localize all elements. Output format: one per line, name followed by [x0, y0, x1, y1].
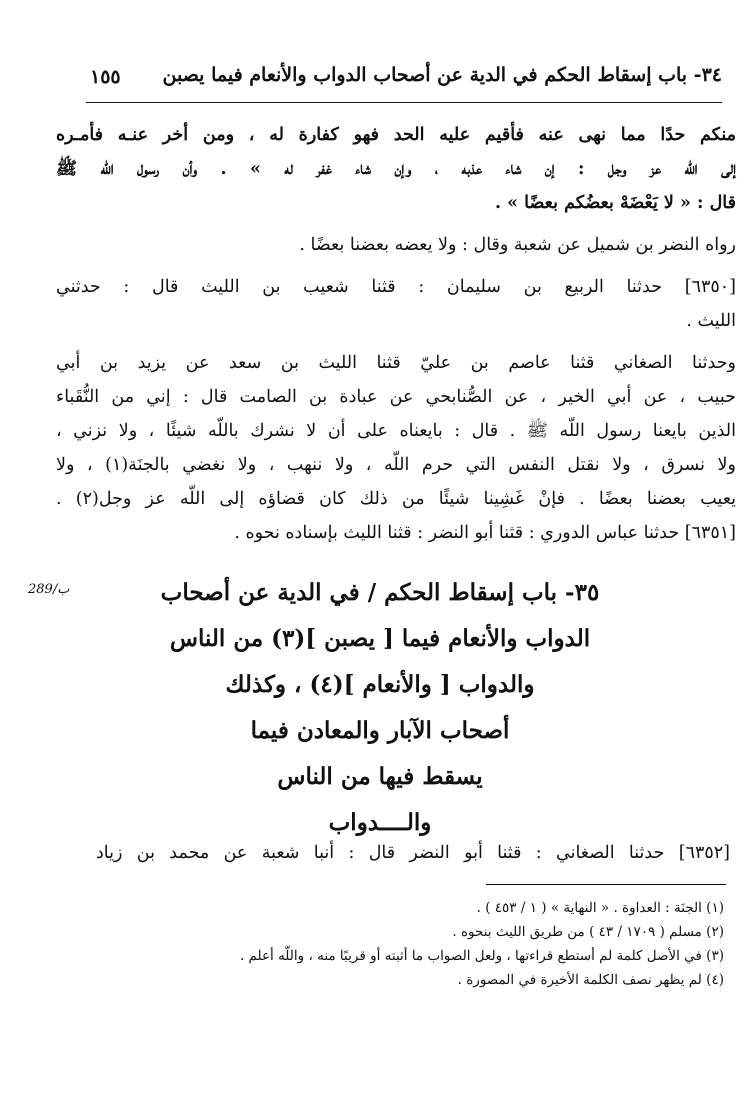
footnote: (٤) لم يظهر نصف الكلمة الأخيرة في المصورة .	[457, 972, 724, 988]
footnote-divider	[486, 884, 726, 885]
text-line: ولا نسرق ، ولا نقتل النفس التي حرم اللّه ، ولا ننهب ، ولا نغضي بالجنَة(١) ، ولا	[56, 455, 736, 475]
manuscript-folio-note: 289/ب	[28, 582, 70, 597]
footnote: (٣) في الأصل كلمة لم أستطع قراءتها ، ولعل الصواب ما أثبته أو قريبًا منه ، واللّه أعلم .	[239, 948, 724, 964]
text-line: قال : « لا يَعْضَهْ بعضُكم بعضًا » .	[494, 193, 736, 213]
hadith-6350-line: [٦٣٥٠] حدثنا الربيع بن سليمان : قثنا شعيب بن الليث قال : حدثني	[56, 277, 736, 297]
text-line: [٦٣٥٢] حدثنا الصغاني : قثنا أبو النضر قال : أنبا شعبة عن محمد بن زياد	[96, 843, 730, 863]
heading-line: الدواب والأنعام فيما [ يصبن ](٣) من الناس	[169, 625, 591, 652]
text-line: حبيب ، عن أبي الخير ، عن الصُّنابحي عن عبادة بن الصامت قال : إني من النُّقَباء	[56, 387, 736, 407]
hadith-6351-line: [٦٣٥١] حدثنا عباس الدوري : قثنا أبو النضر : قثنا الليث بإسناده نحوه .	[234, 523, 736, 543]
text-line: الليث .	[686, 311, 736, 331]
footnote: (٢) مسلم ( ١٧٠٩ / ٤٣ ) من طريق الليث بنحوه .	[452, 924, 724, 940]
text-line: وحدثنا الصغاني قثنا عاصم بن عليّ قثنا الليث بن سعد عن يزيد بن أبي	[56, 353, 736, 373]
text-line: رواه النضر بن شميل عن شعبة وقال : ولا يعضه بعضنا بعضًا .	[299, 235, 736, 255]
heading-line: يسقط فيها من الناس	[277, 763, 483, 790]
hadith-6352	[96, 836, 730, 870]
heading-line: والــــدواب	[328, 809, 432, 836]
footnote: (١) الجنَة : العداوة . « النهاية » ( ١ / ٤٥٣ ) .	[476, 900, 724, 916]
running-header	[86, 62, 722, 103]
heading-line: أصحاب الآبار والمعادن فيما	[250, 717, 510, 744]
heading-line: والدواب [ والأنعام ](٤) ، وكذلك	[225, 671, 535, 698]
text-line: يعيب بعضنا بعضًا . فإنْ غَشِينا شيئًا من ذلك كان قضاؤه إلى اللّه عز وجل(٢) .	[56, 489, 737, 509]
header-title: ٣٤- باب إسقاط الحكم في الدية عن أصحاب الدواب والأنعام فيما يصبن	[162, 64, 722, 86]
footnotes	[204, 896, 724, 992]
text-line: الذين بايعنا رسول اللّه ﷺ . قال : بايعناه على أن لا نشرك باللّه شيئًا ، ولا نزني ،	[56, 421, 736, 441]
main-text	[56, 118, 736, 550]
text-line: إلى اللّه عز وجل : إن شاء عذبه ، وإن شاء غفر له » . وأن رسول اللّه ﷺ	[56, 159, 736, 179]
chapter-heading	[100, 570, 660, 846]
text-line: منكم حدًا مما نهى عنه فأقيم عليه الحد فهو كفارة له ، ومن أخر عنـه فأمـره	[56, 125, 736, 145]
page-number: ١٥٥	[90, 66, 121, 88]
heading-line: ٣٥- باب إسقاط الحكم / في الدية عن أصحاب	[160, 579, 600, 606]
